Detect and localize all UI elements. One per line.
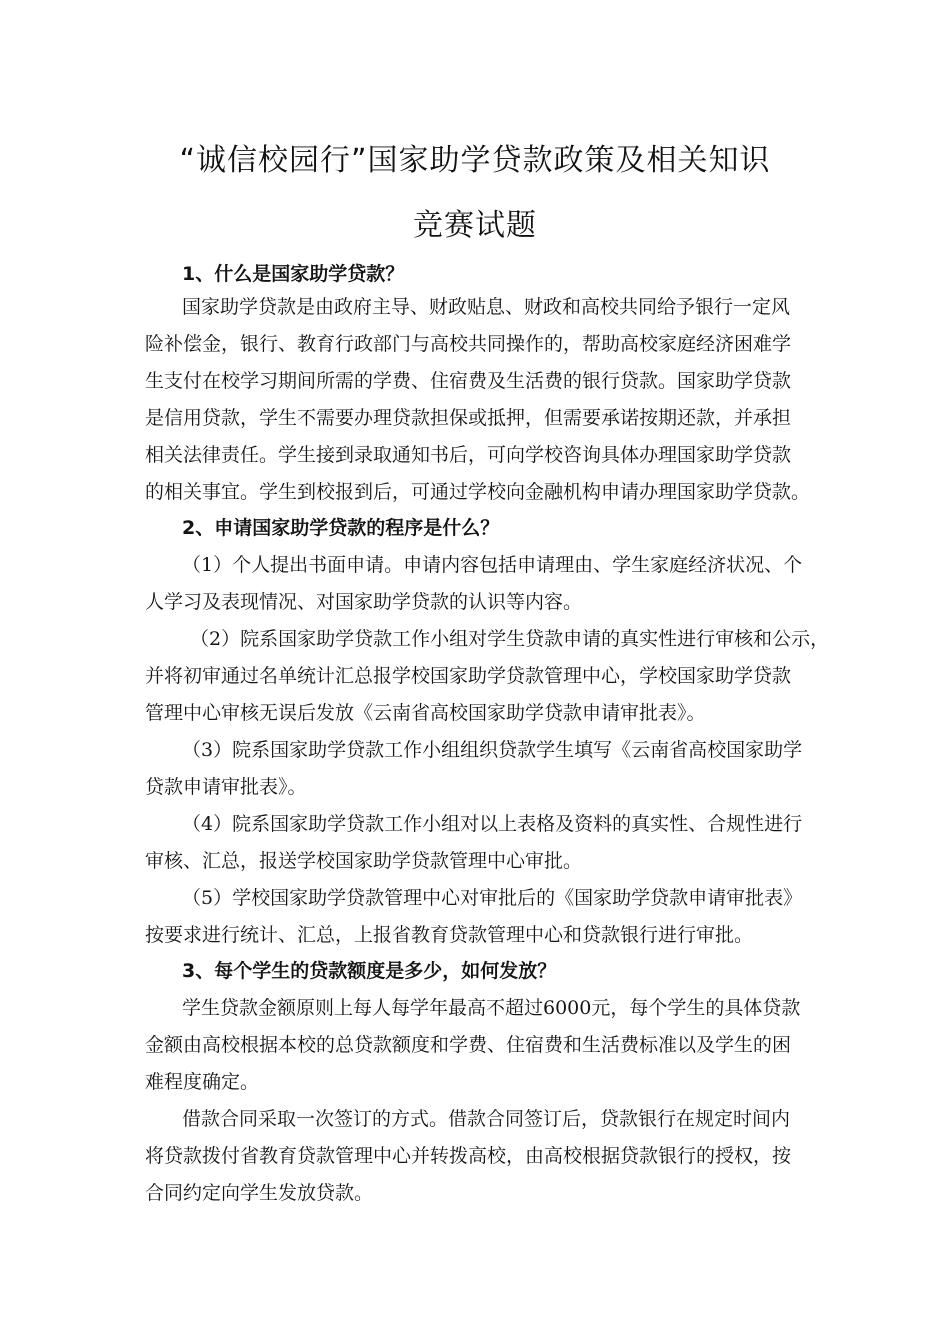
paragraph-line: 贷款申请审批表》。 (145, 776, 307, 798)
paragraph-line: 国家助学贷款是由政府主导、财政贴息、财政和高校共同给予银行一定风 (182, 296, 791, 318)
paragraph-line: 合同约定向学生发放贷款。 (145, 1182, 374, 1204)
paragraph-line: （4）院系国家助学贷款工作小组对以上表格及资料的真实性、合规性进行 (182, 813, 803, 835)
document-subtitle: 竞赛试题 (413, 208, 537, 243)
paragraph-line: 学生贷款金额原则上每人每学年最高不超过6000元，每个学生的具体贷款 (182, 997, 801, 1019)
question-3-heading: 3、每个学生的贷款额度是多少，如何发放？ (182, 960, 557, 982)
paragraph-line: 按要求进行统计、汇总，上报省教育贷款管理中心和贷款银行进行审批。 (145, 924, 754, 946)
paragraph-line: 人学习及表现情况、对国家助学贷款的认识等内容。 (145, 591, 583, 613)
paragraph-line: 生支付在校学习期间所需的学费、住宿费及生活费的银行贷款。国家助学贷款 (145, 370, 792, 392)
question-2-heading: 2、申请国家助学贷款的程序是什么？ (182, 517, 500, 539)
document-title: “诚信校园行”国家助学贷款政策及相关知识 (179, 143, 771, 178)
paragraph-line: （5）学校国家助学贷款管理中心对审批后的《国家助学贷款申请审批表》 (182, 887, 803, 909)
paragraph-line: 的相关事宜。学生到校报到后，可通过学校向金融机构申请办理国家助学贷款。 (145, 481, 811, 503)
paragraph-line: 险补偿金，银行、教育行政部门与高校共同操作的，帮助高校家庭经济困难学 (145, 333, 792, 355)
paragraph-line: 相关法律责任。学生接到录取通知书后，可向学校咨询具体办理国家助学贷款 (145, 444, 792, 466)
paragraph-line: 是信用贷款，学生不需要办理贷款担保或抵押，但需要承诺按期还款，并承担 (145, 407, 792, 429)
paragraph-line: 金额由高校根据本校的总贷款额度和学费、住宿费和生活费标准以及学生的困 (145, 1034, 792, 1056)
paragraph-line: （1）个人提出书面申请。申请内容包括申请理由、学生家庭经济状况、个 (182, 554, 803, 576)
paragraph-line: （3）院系国家助学贷款工作小组组织贷款学生填写《云南省高校国家助学 (182, 739, 803, 761)
paragraph-line: 难程度确定。 (145, 1071, 260, 1093)
question-1-heading: 1、什么是国家助学贷款？ (182, 263, 405, 285)
paragraph-line: 借款合同采取一次签订的方式。借款合同签订后，贷款银行在规定时间内 (182, 1108, 791, 1130)
paragraph-line: （2）院系国家助学贷款工作小组对学生贷款申请的真实性进行审核和公示， (190, 628, 830, 650)
paragraph-line: 管理中心审核无误后发放《云南省高校国家助学贷款申请审批表》。 (145, 702, 706, 724)
paragraph-line: 并将初审通过名单统计汇总报学校国家助学贷款管理中心，学校国家助学贷款 (145, 665, 792, 687)
paragraph-line: 审核、汇总，报送学校国家助学贷款管理中心审批。 (145, 850, 583, 872)
paragraph-line: 将贷款拨付省教育贷款管理中心并转拨高校，由高校根据贷款银行的授权，按 (145, 1145, 792, 1167)
